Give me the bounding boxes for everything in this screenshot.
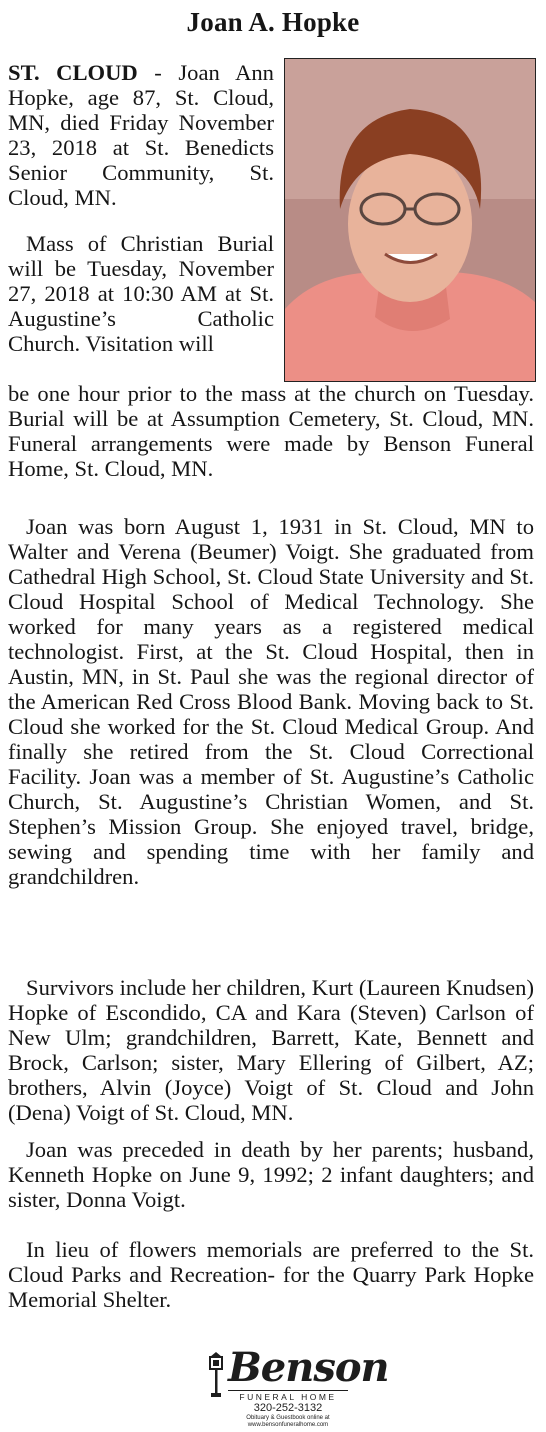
- city-lead: ST. CLOUD: [8, 60, 138, 85]
- paragraph-visitation: be one hour prior to the mass at the church on Tuesday. Burial will be at Assumption Cemetery, St. Cloud, MN. Funeral arrangements were made by Benson Funeral Home, St. Cloud, MN.: [8, 381, 534, 481]
- logo-website: [228, 1415, 348, 1429]
- benson-funeral-home-logo: [200, 1344, 389, 1430]
- logo-phone: 320-252-3132: [253, 1402, 323, 1414]
- paragraph-preceded: Joan was preceded in death by her parents; husband, Kenneth Hopke on June 9, 1992; 2 infant daughters; and sister, Donna Voigt.: [8, 1137, 534, 1212]
- portrait-illustration: [285, 59, 536, 382]
- paragraph-survivors: Survivors include her children, Kurt (Laureen Knudsen) Hopke of Escondido, CA and Kara (Steven) Carlson of New Ulm; grandchildren, Barrett, Kate, Bennett and Brock, Carlson; sister, Mary Ellering of Gilbert, AZ; brothers, Alvin (Joyce) Voigt of St. Cloud and John (Dena) Voigt of St. Cloud, MN.: [8, 975, 534, 1125]
- paragraph-intro: [8, 60, 274, 210]
- paragraph-biography: Joan was born August 1, 1931 in St. Cloud, MN to Walter and Verena (Beumer) Voigt. She graduated from Cathedral High School, St. Cloud State University and St. Cloud Hospital School of Medical Technology. She worked for many years as a registered medical technologist. First, at the St. Cloud Hospital, then in Austin, MN, in St. Paul she was the regional director of the American Red Cross Blood Bank. Moving back to St. Cloud she worked for the St. Cloud Medical Group. And finally she retired from the St. Cloud Correctional Facility. Joan was a member of St. Augustine’s Catholic Church, St. Augustine’s Christian Women, and St. Stephen’s Mission Group. She enjoyed travel, bridge, sewing and spending time with her family and grandchildren.: [8, 514, 534, 889]
- portrait-photo: [284, 58, 536, 382]
- logo-subtitle: FUNERAL HOME: [228, 1390, 348, 1402]
- lamp-post-icon: [204, 1351, 228, 1399]
- logo-web-line1: Obituary & Guestbook online at: [246, 1415, 330, 1421]
- obituary-title: Joan A. Hopke: [186, 7, 360, 37]
- paragraph-memorials: In lieu of flowers memorials are preferred to the St. Cloud Parks and Recreation- for the Quarry Park Hopke Memorial Shelter.: [8, 1237, 534, 1312]
- logo-name: Benson: [228, 1344, 389, 1391]
- paragraph-mass: Mass of Christian Burial will be Tuesday, November 27, 2018 at 10:30 AM at St. Augustine’s Catholic Church. Visitation will: [8, 231, 274, 356]
- logo-web-line2: www.bensonfuneralhome.com: [247, 1422, 329, 1428]
- intro-text: - Joan Ann Hopke, age 87, St. Cloud, MN, died Friday November 23, 2018 at St. Benedicts Senior Community, St. Cloud, MN.: [8, 60, 274, 210]
